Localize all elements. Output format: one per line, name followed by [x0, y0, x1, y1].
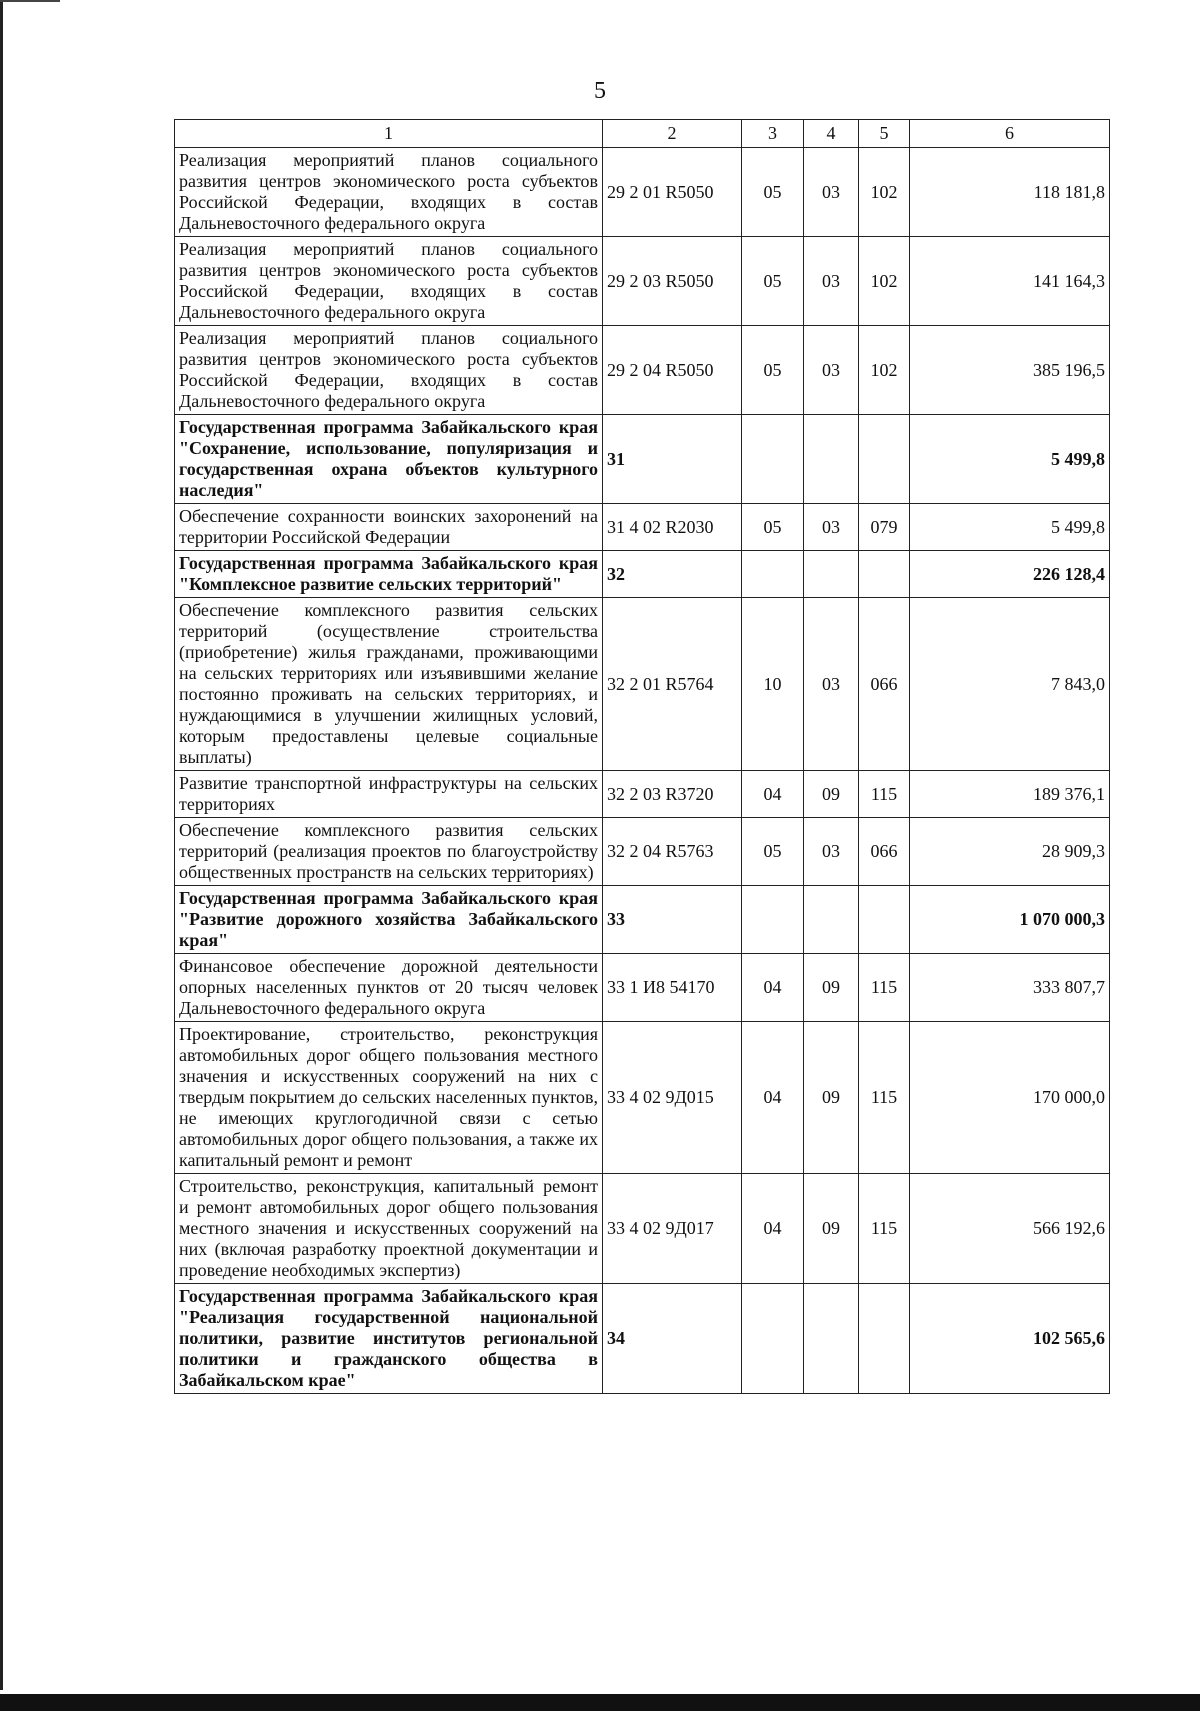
row-code: 33 1 И8 54170: [603, 954, 742, 1022]
row-name: Обеспечение комплексного развития сельских территорий (осуществление строительства (приобретение) жилья гражданами, проживающими на сельских территориях или изъявившими желание постоянно проживать на сельских территориях, и нуждающимися в улучшении жилищных условий, которым предоставлены целевые социальные выплаты): [175, 598, 603, 771]
row-col4: [804, 1284, 859, 1394]
row-col5: [859, 886, 910, 954]
table-row: [175, 598, 1110, 771]
table-row: [175, 504, 1110, 551]
row-amount: 5 499,8: [910, 504, 1110, 551]
header-row: [175, 120, 1110, 148]
row-name: Государственная программа Забайкальского края "Развитие дорожного хозяйства Забайкальского края": [175, 886, 603, 954]
row-col5: 066: [859, 598, 910, 771]
row-amount: 1 070 000,3: [910, 886, 1110, 954]
row-col3: [742, 1284, 804, 1394]
program-row: [175, 1284, 1110, 1394]
row-col3: 05: [742, 237, 804, 326]
row-code: 34: [603, 1284, 742, 1394]
row-col3: 04: [742, 771, 804, 818]
row-amount: 566 192,6: [910, 1174, 1110, 1284]
row-name: Реализация мероприятий планов социального развития центров экономического роста субъектов Российской Федерации, входящих в состав Дальневосточного федерального округа: [175, 148, 603, 237]
row-amount: 118 181,8: [910, 148, 1110, 237]
row-col4: 03: [804, 326, 859, 415]
row-col5: 066: [859, 818, 910, 886]
table-row: [175, 326, 1110, 415]
program-row: [175, 551, 1110, 598]
row-amount: 28 909,3: [910, 818, 1110, 886]
scan-left-border: [0, 0, 3, 1690]
row-col4: [804, 551, 859, 598]
table-row: [175, 237, 1110, 326]
row-col5: 115: [859, 954, 910, 1022]
row-name: Реализация мероприятий планов социального развития центров экономического роста субъектов Российской Федерации, входящих в состав Дальневосточного федерального округа: [175, 237, 603, 326]
table-row: [175, 771, 1110, 818]
row-code: 29 2 01 R5050: [603, 148, 742, 237]
row-col5: 102: [859, 148, 910, 237]
row-amount: 7 843,0: [910, 598, 1110, 771]
row-col4: 03: [804, 598, 859, 771]
row-col5: 115: [859, 1174, 910, 1284]
row-code: 31 4 02 R2030: [603, 504, 742, 551]
table-row: [175, 818, 1110, 886]
row-col5: 102: [859, 326, 910, 415]
scan-top-border: [0, 0, 60, 2]
row-col4: [804, 415, 859, 504]
row-col4: 03: [804, 237, 859, 326]
row-code: 29 2 03 R5050: [603, 237, 742, 326]
row-col4: 03: [804, 818, 859, 886]
row-col3: [742, 886, 804, 954]
row-col5: 079: [859, 504, 910, 551]
row-name: Проектирование, строительство, реконструкция автомобильных дорог общего пользования местного значения и искусственных сооружений на них с твердым покрытием до сельских населенных пунктов, не имеющих круглогодичной связи с сетью автомобильных дорог общего пользования, а также их капитальный ремонт и ремонт: [175, 1022, 603, 1174]
row-amount: 170 000,0: [910, 1022, 1110, 1174]
row-name: Развитие транспортной инфраструктуры на сельских территориях: [175, 771, 603, 818]
row-amount: 189 376,1: [910, 771, 1110, 818]
row-col3: 05: [742, 326, 804, 415]
header-cell: 6: [910, 120, 1110, 148]
row-name: Реализация мероприятий планов социального развития центров экономического роста субъектов Российской Федерации, входящих в состав Дальневосточного федерального округа: [175, 326, 603, 415]
row-name: Государственная программа Забайкальского края "Реализация государственной национальной политики, развитие институтов региональной политики и гражданского общества в Забайкальском крае": [175, 1284, 603, 1394]
row-col3: 05: [742, 818, 804, 886]
scan-bottom-border: [0, 1694, 1200, 1711]
row-col5: [859, 551, 910, 598]
row-col4: [804, 886, 859, 954]
row-col4: 09: [804, 771, 859, 818]
header-cell: 2: [603, 120, 742, 148]
header-cell: 3: [742, 120, 804, 148]
table-row: [175, 1174, 1110, 1284]
row-amount: 5 499,8: [910, 415, 1110, 504]
row-name: Финансовое обеспечение дорожной деятельности опорных населенных пунктов от 20 тысяч человек Дальневосточного федерального округа: [175, 954, 603, 1022]
row-col5: [859, 1284, 910, 1394]
row-code: 32 2 04 R5763: [603, 818, 742, 886]
row-col3: 04: [742, 1022, 804, 1174]
row-name: Государственная программа Забайкальского края "Комплексное развитие сельских территорий": [175, 551, 603, 598]
row-col3: [742, 551, 804, 598]
row-col4: 03: [804, 504, 859, 551]
table-row: [175, 954, 1110, 1022]
row-amount: 333 807,7: [910, 954, 1110, 1022]
row-code: 32 2 01 R5764: [603, 598, 742, 771]
row-code: 31: [603, 415, 742, 504]
row-amount: 141 164,3: [910, 237, 1110, 326]
row-col3: [742, 415, 804, 504]
row-col5: 115: [859, 771, 910, 818]
row-col4: 03: [804, 148, 859, 237]
budget-table: [174, 119, 1110, 1394]
row-code: 33 4 02 9Д017: [603, 1174, 742, 1284]
page-number: 5: [594, 78, 606, 104]
row-col3: 04: [742, 1174, 804, 1284]
row-col5: 102: [859, 237, 910, 326]
row-col3: 05: [742, 148, 804, 237]
row-code: 33: [603, 886, 742, 954]
row-name: Строительство, реконструкция, капитальный ремонт и ремонт автомобильных дорог общего пользования местного значения и искусственных сооружений на них (включая разработку проектной документации и проведение необходимых экспертиз): [175, 1174, 603, 1284]
row-code: 32 2 03 R3720: [603, 771, 742, 818]
program-row: [175, 886, 1110, 954]
row-amount: 102 565,6: [910, 1284, 1110, 1394]
row-code: 32: [603, 551, 742, 598]
header-cell: 5: [859, 120, 910, 148]
row-col3: 04: [742, 954, 804, 1022]
program-row: [175, 415, 1110, 504]
row-name: Государственная программа Забайкальского края "Сохранение, использование, популяризация и государственная охрана объектов культурного наследия": [175, 415, 603, 504]
row-name: Обеспечение сохранности воинских захоронений на территории Российской Федерации: [175, 504, 603, 551]
row-col4: 09: [804, 954, 859, 1022]
table-row: [175, 148, 1110, 237]
header-cell: 1: [175, 120, 603, 148]
row-code: 33 4 02 9Д015: [603, 1022, 742, 1174]
row-name: Обеспечение комплексного развития сельских территорий (реализация проектов по благоустройству общественных пространств на сельских территориях): [175, 818, 603, 886]
row-col5: 115: [859, 1022, 910, 1174]
row-amount: 226 128,4: [910, 551, 1110, 598]
row-col3: 05: [742, 504, 804, 551]
row-col4: 09: [804, 1022, 859, 1174]
table-row: [175, 1022, 1110, 1174]
header-cell: 4: [804, 120, 859, 148]
row-col5: [859, 415, 910, 504]
row-col3: 10: [742, 598, 804, 771]
row-col4: 09: [804, 1174, 859, 1284]
row-amount: 385 196,5: [910, 326, 1110, 415]
row-code: 29 2 04 R5050: [603, 326, 742, 415]
